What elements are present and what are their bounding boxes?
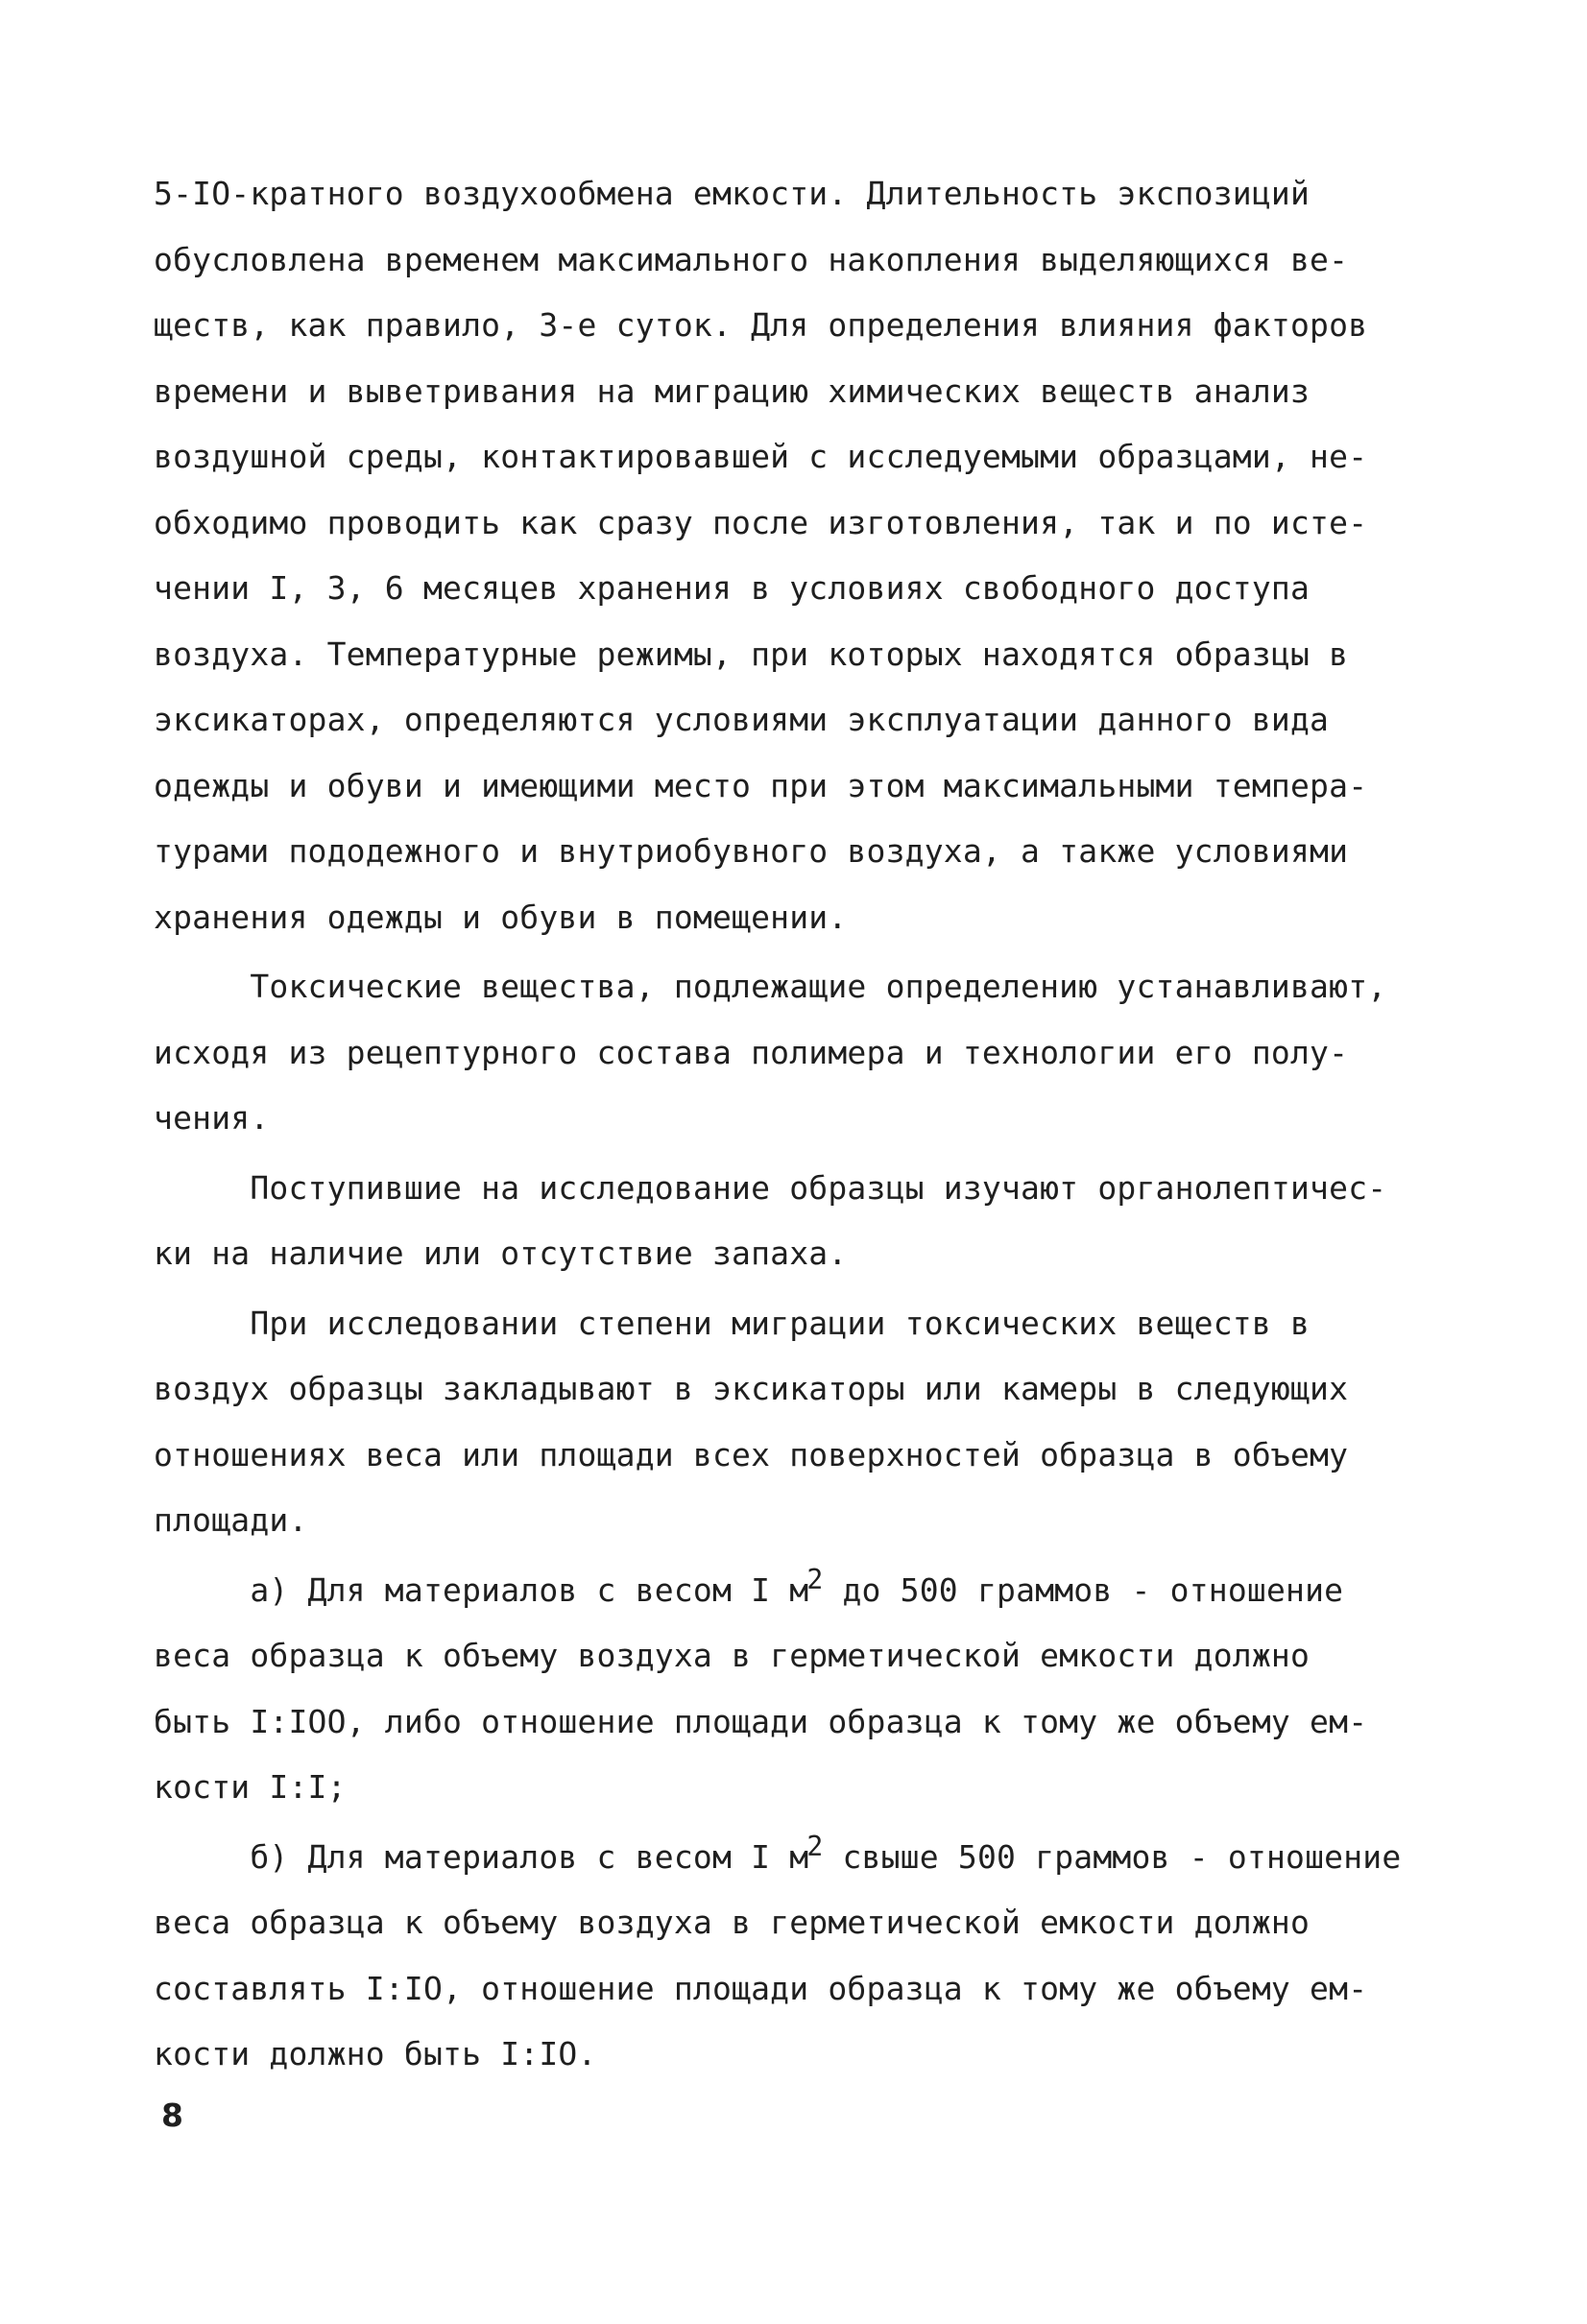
superscript-2: 2 [806, 1830, 824, 1862]
text-line: одежды и обуви и имеющими место при этом максимальными темпера- [154, 766, 1368, 804]
list-item-b [154, 1825, 1459, 2088]
item-b-end: свыше 500 граммов - отношение [823, 1837, 1402, 1876]
text-line: 5-IО-кратного воздухообмена емкости. Длительность экспозиций [154, 175, 1310, 212]
paragraph-2 [154, 954, 1459, 1152]
paragraph-3 [154, 1156, 1459, 1287]
paragraph-4 [154, 1291, 1459, 1554]
text-line: эксикаторах, определяются условиями эксплуатации данного вида [154, 701, 1330, 738]
text-line: ществ, как правило, 3-е суток. Для определения влияния факторов [154, 306, 1368, 344]
text-line: времени и выветривания на миграцию химических веществ анализ [154, 371, 1310, 410]
superscript-2: 2 [806, 1563, 824, 1595]
text-line: отношениях веса или площади всех поверхностей образца в объему [154, 1435, 1349, 1473]
text-line: воздух образцы закладывают в эксикаторы или камеры в следующих [154, 1370, 1349, 1407]
list-item-a [154, 1558, 1459, 1821]
text-line [154, 1558, 1459, 1624]
text-line: хранения одежды и обуви в помещении. [154, 898, 848, 936]
text-line: Поступившие на исследование образцы изучают органолептичес- [154, 1168, 1387, 1207]
text-line: кости I:I; [154, 1768, 347, 1806]
text-line: чения. [154, 1099, 270, 1137]
text-line: турами пододежного и внутриобувного воздуха, а также условиями [154, 832, 1349, 870]
text-line: кости должно быть I:IО. [154, 2035, 597, 2072]
paragraph-1 [154, 161, 1459, 950]
text-line: ки на наличие или отсутствие запаха. [154, 1234, 848, 1272]
text-line: обусловлена временем максимального накопления выделяющихся ве- [154, 240, 1349, 278]
page-number: 8 [161, 2096, 183, 2134]
text-line: веса образца к объему воздуха в герметической емкости должно [154, 1637, 1310, 1674]
text-line: обходимо проводить как сразу после изготовления, так и по исте- [154, 503, 1368, 541]
text-line: площади. [154, 1501, 308, 1539]
text-line: исходя из рецептурного состава полимера и технологии его полу- [154, 1033, 1349, 1071]
item-a-end: до 500 граммов - отношение [823, 1570, 1344, 1609]
text-line: быть I:IОО, либо отношение площади образца к тому же объему ем- [154, 1702, 1368, 1740]
text-line: При исследовании степени миграции токсических веществ в [154, 1304, 1310, 1342]
text-line: воздушной среды, контактировавшей с исследуемыми образцами, не- [154, 438, 1368, 475]
text-line: веса образца к объему воздуха в герметической емкости должно [154, 1904, 1310, 1941]
text-line [154, 1825, 1459, 1891]
body-text [154, 161, 1459, 2088]
text-line: чении I, 3, 6 месяцев хранения в условиях свободного доступа [154, 569, 1310, 607]
text-line: Токсические вещества, подлежащие определению устанавливают, [154, 968, 1387, 1005]
item-a-start: а) Для материалов с весом I м [154, 1570, 809, 1609]
text-line: составлять I:IО, отношение площади образца к тому же объему ем- [154, 1969, 1368, 2007]
text-line: воздуха. Температурные режимы, при которых находятся образцы в [154, 635, 1349, 673]
item-b-start: б) Для материалов с весом I м [154, 1837, 809, 1876]
